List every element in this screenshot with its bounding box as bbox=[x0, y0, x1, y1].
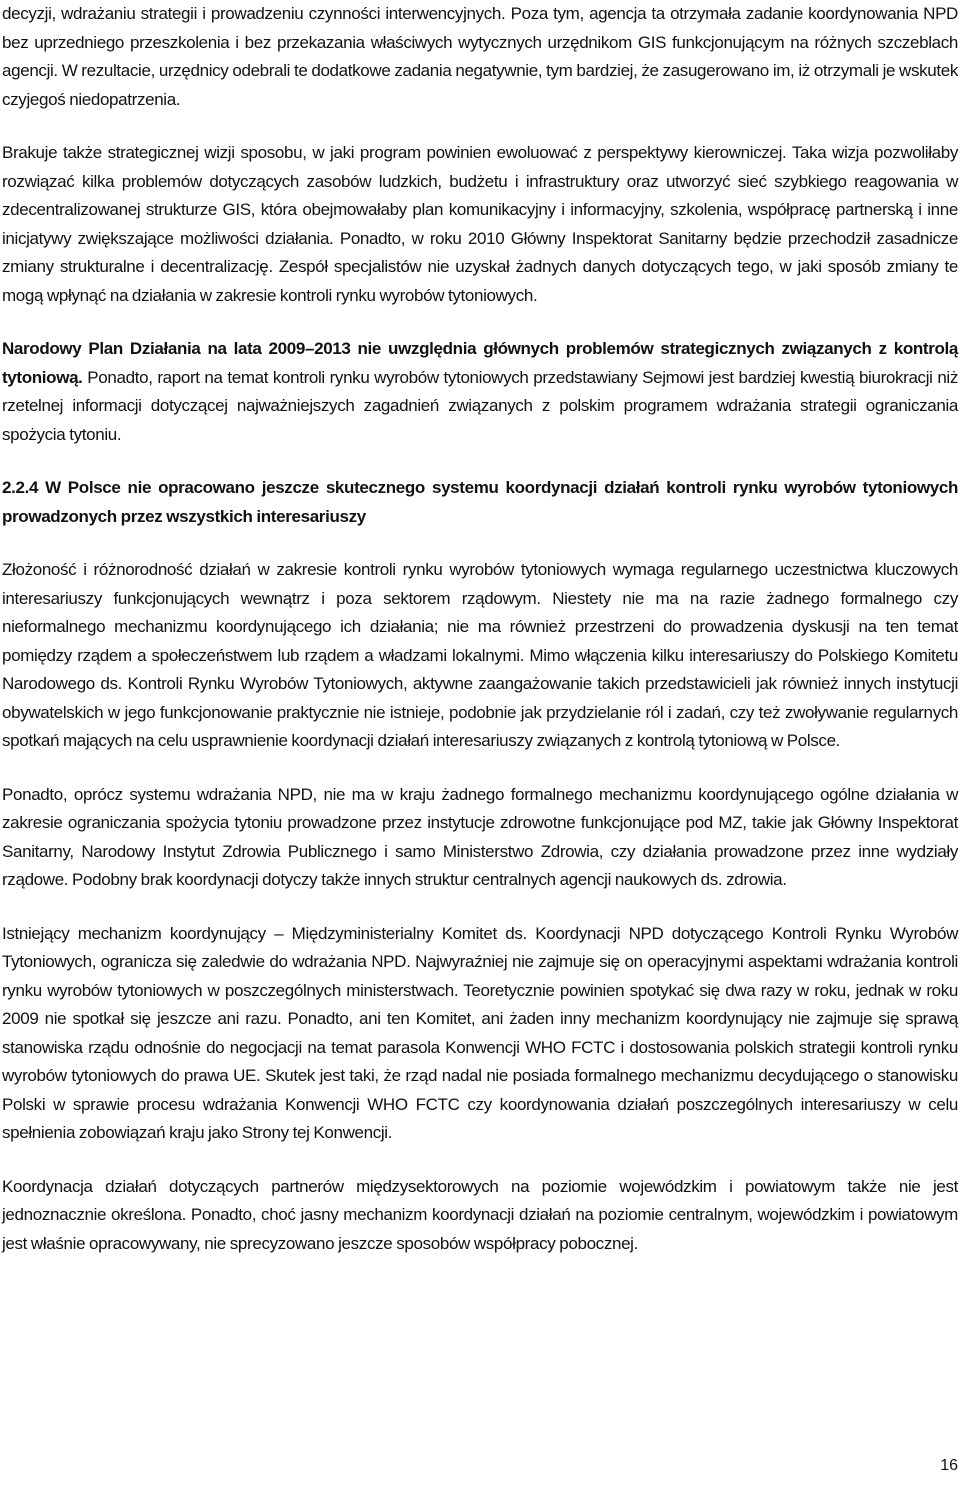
paragraph-interministerial-committee: Istniejący mechanizm koordynujący – Międzyministerialny Komitet ds. Koordynacji NPD dotyczącego Kontroli Rynku Wyrobów Tytoniowych, ogranicza się zaledwie do wdrażania NPD. Najwyraźniej nie zajmuje się on operacyjnymi aspektami wdrażania kontroli rynku wyrobów tytoniowych w poszczególnych ministerstwach. Teoretycznie powinien spotykać się dwa razy w roku, jednak w roku 2009 nie spotkał się jeszcze ani razu. Ponadto, ani ten Komitet, ani żaden inny mechanizm koordynujący nie zajmuje się sprawą stanowiska rządu odnośnie do negocjacji na temat parasola Konwencji WHO FCTC i dostosowania polskich strategii kontroli rynku wyrobów tytoniowych do prawa UE. Skutek jest taki, że rząd nadal nie posiada formalnego mechanizmu decydującego o stanowisku Polski w sprawie procesu wdrażania Konwencji WHO FCTC czy koordynowania działań poszczególnych interesariuszy w celu spełnienia zobowiązań kraju jako Strony tej Konwencji. bbox=[2, 923, 958, 1142]
paragraph-gap bbox=[2, 114, 958, 139]
paragraph-stakeholders: Złożoność i różnorodność działań w zakresie kontroli rynku wyrobów tytoniowych wymaga regularnego uczestnictwa kluczowych interesariuszy funkcjonujących wewnątrz i poza sektorem rządowym. Niestety nie ma na razie żadnego formalnego czy nieformalnego mechanizmu koordynującego ich działania; nie ma również przestrzeni do prowadzenia dyskusji na ten temat pomiędzy rządem a społeczeństwem lub rządem a władzami lokalnymi. Mimo włączenia kilku interesariuszy do Polskiego Komitetu Narodowego ds. Kontroli Rynku Wyrobów Tytoniowych, aktywne zaangażowanie takich przedstawicieli jak również innych instytucji obywatelskich w jego funkcjonowanie praktycznie nie istnieje, podobnie jak przydzielanie ról i zadań, czy też zwoływanie regularnych spotkań mających na celu usprawnienie koordynacji działań interesariuszy związanych z kontrolą tytoniową w Polsce. bbox=[2, 560, 958, 750]
paragraph-national-plan bbox=[2, 335, 958, 449]
paragraph-national-plan-rest: Ponadto, raport na temat kontroli rynku wyrobów tytoniowych przedstawiany Sejmowi jest bardziej kwestią biurokracji niż rzetelnej informacji dotyczącej najważniejszych zagadnień związanych z polskim programem wdrażania strategii ograniczania spożycia tytoniu. bbox=[2, 367, 958, 444]
paragraph-gap bbox=[2, 449, 958, 474]
paragraph-national-plan-bold: Narodowy Plan Działania na lata 2009–2013 nie uwzględnia głównych problemów strategicznych związanych z kontrolą tytoniową. bbox=[2, 339, 958, 387]
page-number: 16 bbox=[940, 1457, 958, 1474]
paragraph-gap bbox=[2, 895, 958, 920]
paragraph-gap bbox=[2, 531, 958, 556]
paragraph-gap bbox=[2, 756, 958, 781]
paragraph-coordination-npd: decyzji, wdrażaniu strategii i prowadzeniu czynności interwencyjnych. Poza tym, agencja ta otrzymała zadanie koordynowania NPD bez uprzedniego przeszkolenia i bez przekazania właściwych wytycznych urzędnikom GIS funkcjonującym na różnych szczeblach agencji. W rezultacie, urzędnicy odebrali te dodatkowe zadania negatywnie, tym bardziej, że zasugerowano im, iż otrzymali je wskutek czyjegoś niedopatrzenia. bbox=[2, 4, 958, 109]
paragraph-health-institutions: Ponadto, oprócz systemu wdrażania NPD, nie ma w kraju żadnego formalnego mechanizmu koordynującego ogólne działania w zakresie ograniczania spożycia tytoniu prowadzone przez instytucje zdrowotne funkcjonujące pod MZ, takie jak Główny Inspektorat Sanitarny, Narodowy Instytut Zdrowia Publicznego i samo Ministerstwo Zdrowia, czy działania prowadzone przez inne wydziały rządowe. Podobny brak koordynacji dotyczy także innych struktur centralnych agencji naukowych ds. zdrowia. bbox=[2, 784, 958, 889]
section-heading-2-2-4: 2.2.4 W Polsce nie opracowano jeszcze skutecznego systemu koordynacji działań kontroli rynku wyrobów tytoniowych prowadzonych przez wszystkich interesariuszy bbox=[2, 478, 958, 526]
paragraph-gap bbox=[2, 310, 958, 335]
paragraph-intersectoral-coordination: Koordynacja działań dotyczących partnerów międzysektorowych na poziomie wojewódzkim i powiatowym także nie jest jednoznacznie określona. Ponadto, choć jasny mechanizm koordynacji działań na poziomie centralnym, wojewódzkim i powiatowym jest właśnie opracowywany, nie sprecyzowano jeszcze sposobów współpracy pobocznej. bbox=[2, 1176, 958, 1253]
paragraph-strategic-vision: Brakuje także strategicznej wizji sposobu, w jaki program powinien ewoluować z perspektywy kierowniczej. Taka wizja pozwoliłaby rozwiązać kilka problemów dotyczących zasobów ludzkich, budżetu i infrastruktury oraz utworzyć sieć szybkiego reagowania w zdecentralizowanej strukturze GIS, która obejmowałaby plan komunikacyjny i informacyjny, szkolenia, współpracę partnerską i inne inicjatywy zwiększające możliwości działania. Ponadto, w roku 2010 Główny Inspektorat Sanitarny będzie przechodził zasadnicze zmiany strukturalne i decentralizację. Zespół specjalistów nie uzyskał żadnych danych dotyczących tego, w jaki sposób zmiany te mogą wpłynąć na działania w zakresie kontroli rynku wyrobów tytoniowych. bbox=[2, 143, 958, 305]
paragraph-gap bbox=[2, 1148, 958, 1173]
